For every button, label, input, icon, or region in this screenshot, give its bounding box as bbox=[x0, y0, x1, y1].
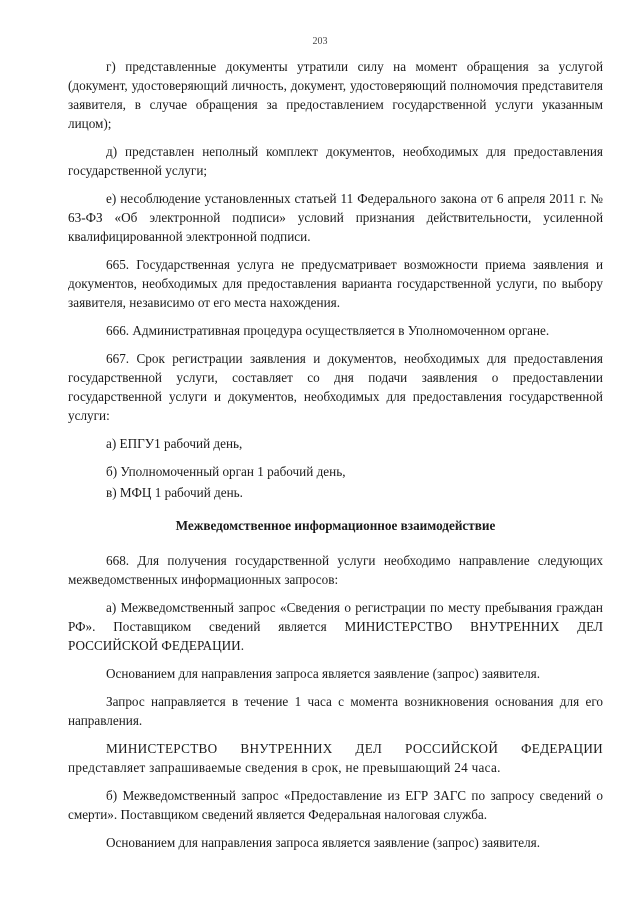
list-item-mfc: в) МФЦ 1 рабочий день. bbox=[106, 485, 243, 500]
paragraph-668: 668. Для получения государственной услуги необходимо направление следующих межведомственных информационных запросов: bbox=[68, 553, 603, 587]
paragraph-666: 666. Административная процедура осуществляется в Уполномоченном органе. bbox=[106, 323, 550, 338]
list-item-authorized-body: б) Уполномоченный орган 1 рабочий день, bbox=[106, 464, 346, 479]
page-number: 203 bbox=[312, 36, 328, 47]
document-body bbox=[68, 57, 603, 852]
timing-paragraph: Запрос направляется в течение 1 часа с момента возникновения основания для его направления. bbox=[68, 694, 603, 728]
list-item-epgu: а) ЕПГУ1 рабочий день, bbox=[106, 436, 243, 451]
request-a: а) Межведомственный запрос «Сведения о регистрации по месту пребывания граждан РФ». Поставщиком сведений является МИНИСТЕРСТВО ВНУТРЕННИХ ДЕЛ РОССИЙСКОЙ ФЕДЕРАЦИИ. bbox=[68, 600, 603, 653]
section-heading: Межведомственное информационное взаимодействие bbox=[175, 518, 496, 533]
ministry-response-paragraph: МИНИСТЕРСТВО ВНУТРЕННИХ ДЕЛ РОССИЙСКОЙ ФЕДЕРАЦИИ представляет запрашиваемые сведения в срок, не превышающий 24 часа. bbox=[68, 741, 603, 775]
paragraph-d: д) представлен неполный комплект документов, необходимых для предоставления государственной услуги; bbox=[68, 144, 603, 178]
paragraph-e: е) несоблюдение установленных статьей 11 Федерального закона от 6 апреля 2011 г. № 63-ФЗ «Об электронной подписи» условий признания действительности, усиленной квалифицированной электронной подписи. bbox=[68, 191, 603, 244]
paragraph-665: 665. Государственная услуга не предусматривает возможности приема заявления и документов, необходимых для предоставления варианта государственной услуги, по выбору заявителя, независимо от его места нахождения. bbox=[68, 257, 603, 310]
request-b: б) Межведомственный запрос «Предоставление из ЕГР ЗАГС по запросу сведений о смерти». Поставщиком сведений является Федеральная налоговая служба. bbox=[68, 788, 603, 822]
paragraph-667: 667. Срок регистрации заявления и документов, необходимых для предоставления государственной услуги, составляет со дня подачи заявления о предоставлении государственной услуги и документов, необходимых для предоставления государственной услуги: bbox=[68, 351, 603, 423]
paragraph-g: г) представленные документы утратили силу на момент обращения за услугой (документ, удостоверяющий личность, документ, удостоверяющий полномочия представителя заявителя, в случае обращения за предоставлением государственной услуги указанным лицом); bbox=[68, 59, 603, 131]
basis-paragraph-1: Основанием для направления запроса является заявление (запрос) заявителя. bbox=[106, 666, 541, 681]
basis-paragraph-2: Основанием для направления запроса является заявление (запрос) заявителя. bbox=[106, 835, 541, 850]
